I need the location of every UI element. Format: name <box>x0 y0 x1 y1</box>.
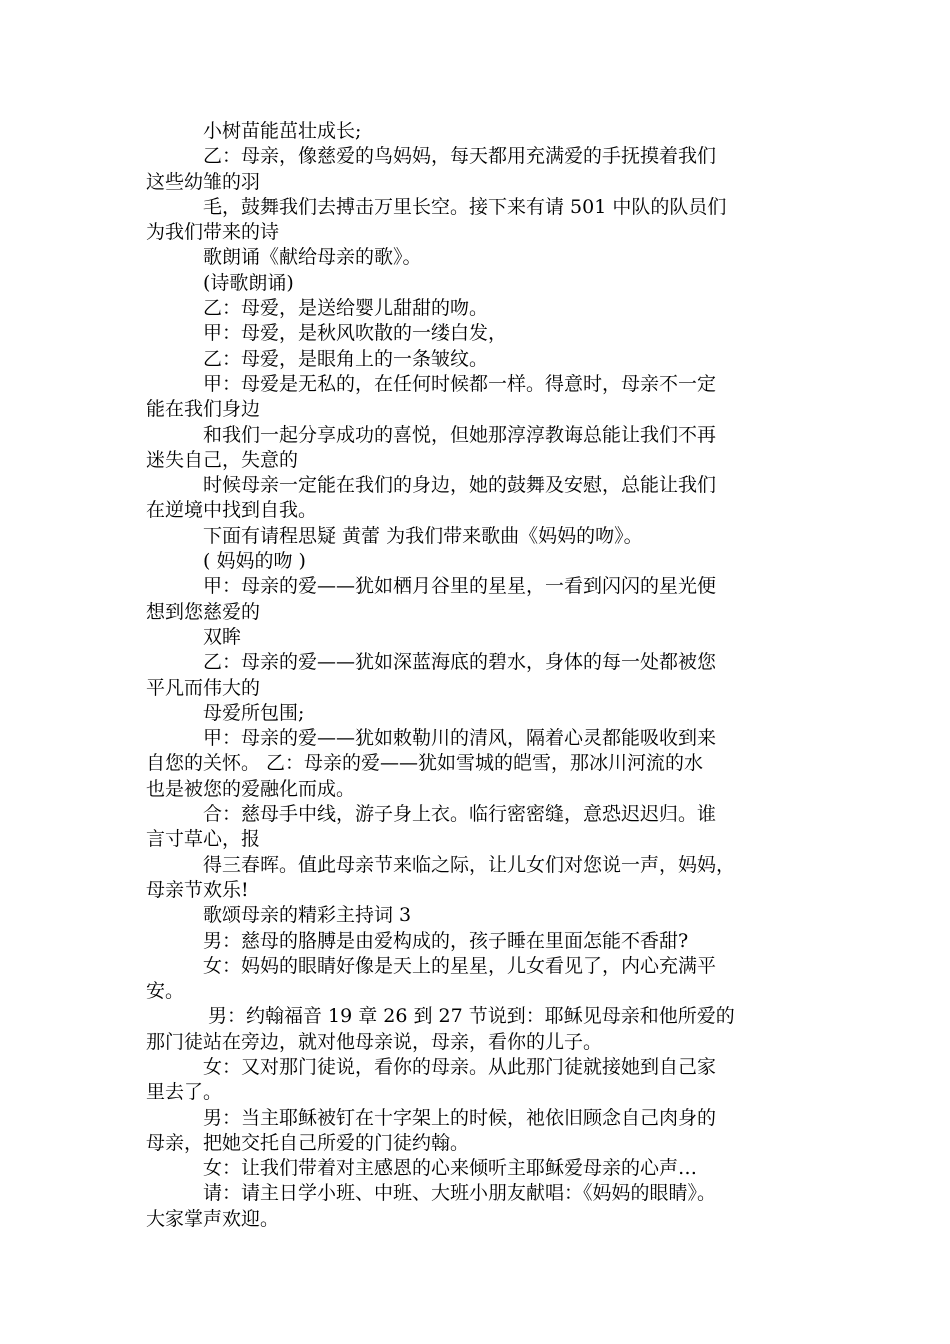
text-line: 双眸 <box>203 625 242 648</box>
text-line: 想到您慈爱的 <box>146 600 261 623</box>
text-line: 这些幼雏的羽 <box>146 170 261 193</box>
text-line: 合：慈母手中线，游子身上衣。临行密密缝，意恐迟迟归。谁 <box>203 803 717 826</box>
text-line: 男：慈母的胳膊是由爱构成的，孩子睡在里面怎能不香甜? <box>203 929 689 952</box>
text-line: 女：妈妈的眼睛好像是天上的星星，儿女看见了，内心充满平 <box>203 954 717 977</box>
text-line: 时候母亲一定能在我们的身边，她的鼓舞及安慰，总能让我们 <box>203 474 717 497</box>
text-line: 乙：母亲的爱——犹如深蓝海底的碧水，身体的每一处都被您 <box>203 651 717 674</box>
text-line: 男：当主耶稣被钉在十字架上的时候，祂依旧顾念自己肉身的 <box>203 1106 717 1129</box>
text-line: 言寸草心，报 <box>146 828 261 851</box>
text-line: 大家掌声欢迎。 <box>146 1207 280 1230</box>
text-line: 得三春晖。值此母亲节来临之际，让儿女们对您说一声，妈妈， <box>203 853 736 876</box>
text-line: 下面有请程思疑 黄蕾 为我们带来歌曲《妈妈的吻》。 <box>203 524 643 547</box>
text-line: 女：又对那门徒说，看你的母亲。从此那门徒就接她到自己家 <box>203 1055 717 1078</box>
document-body <box>146 119 811 1232</box>
text-line: 安。 <box>146 980 185 1003</box>
text-line: 男：约翰福音 19 章 26 到 27 节说到：耶稣见母亲和他所爱的 <box>208 1005 735 1028</box>
text-line: 乙：母爱，是眼角上的一条皱纹。 <box>203 347 489 370</box>
text-line: 甲：母亲的爱——犹如敕勒川的清风，隔着心灵都能吸收到来 <box>203 727 717 750</box>
text-line: (诗歌朗诵) <box>203 271 294 294</box>
text-line: 能在我们身边 <box>146 398 261 421</box>
text-line: 里去了。 <box>146 1081 223 1104</box>
text-line: 那门徒站在旁边，就对他母亲说，母亲，看你的儿子。 <box>146 1030 603 1053</box>
text-line: ( 妈妈的吻 ) <box>203 550 306 573</box>
text-line: 小树苗能茁壮成长; <box>203 120 362 142</box>
text-line: 母亲节欢乐! <box>146 878 249 901</box>
text-line: 女：让我们带着对主感恩的心来倾听主耶稣爱母亲的心声… <box>203 1157 698 1180</box>
text-line: 请：请主日学小班、中班、大班小朋友献唱：《妈妈的眼睛》。 <box>203 1182 717 1205</box>
text-line: 乙：母亲，像慈爱的鸟妈妈，每天都用充满爱的手抚摸着我们 <box>203 145 717 168</box>
text-line: 自您的关怀。 乙：母亲的爱——犹如雪城的皑雪，那冰川河流的水 <box>146 752 704 775</box>
text-line: 毛，鼓舞我们去搏击万里长空。接下来有请 501 中队的队员们 <box>203 195 727 218</box>
text-line: 歌朗诵《献给母亲的歌》。 <box>203 246 422 269</box>
text-line: 歌颂母亲的精彩主持词 3 <box>203 904 412 927</box>
text-line: 甲：母爱，是秋风吹散的一缕白发， <box>203 322 508 345</box>
text-line: 平凡而伟大的 <box>146 676 261 699</box>
text-line: 也是被您的爱融化而成。 <box>146 777 356 800</box>
text-line: 在逆境中找到自我。 <box>146 499 318 522</box>
text-line: 甲：母亲的爱——犹如栖月谷里的星星，一看到闪闪的星光便 <box>203 575 717 598</box>
text-line: 为我们带来的诗 <box>146 221 280 244</box>
text-line: 乙：母爱，是送给婴儿甜甜的吻。 <box>203 297 489 320</box>
text-line: 迷失自己，失意的 <box>146 448 299 471</box>
text-line: 母亲，把她交托自己所爱的门徒约翰。 <box>146 1131 470 1154</box>
text-line: 甲：母爱是无私的，在任何时候都一样。得意时，母亲不一定 <box>203 372 717 395</box>
text-line: 母爱所包围; <box>203 701 305 724</box>
text-line: 和我们一起分享成功的喜悦，但她那淳淳教诲总能让我们不再 <box>203 423 717 446</box>
